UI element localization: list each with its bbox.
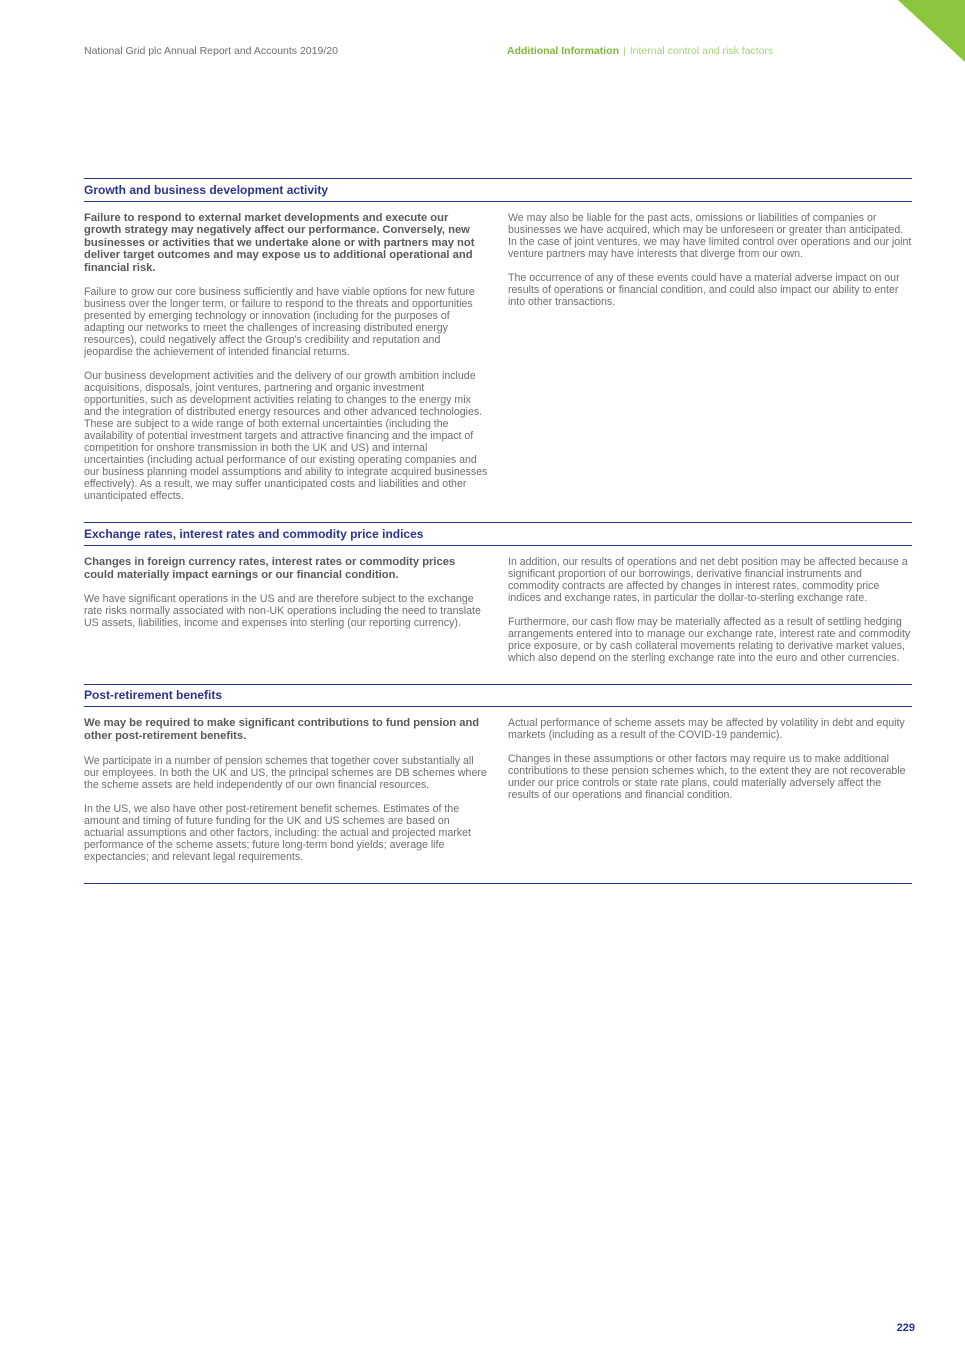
- body-paragraph: Actual performance of scheme assets may be affected by volatility in debt and equity markets (including as a result of the COVID-19 pandemic).: [508, 717, 905, 742]
- body-paragraph: In addition, our results of operations and net debt position may be affected because a significant proportion of our borrowings, derivative financial instruments and commodity contracts are affected by changes in interest rates, commodity price indices and exchange rates, in particular the dollar-to-sterling exchange rate.: [508, 555, 908, 604]
- body-paragraph: Changes in these assumptions or other factors may require us to make additional contributions to these pension schemes which, to the extent they are not recoverable under our price controls or state rate plans, could materially adversely affect the results of our operations and financial condition.: [508, 753, 906, 802]
- body-paragraph: Furthermore, our cash flow may be materially affected as a result of settling hedging arrangements entered into to manage our exchange rate, interest rate and commodity price exposure, or by cash collateral movements relating to derivative market values, which also depend on the sterling exchange rate into the euro and other currencies.: [508, 615, 911, 664]
- lead-paragraph: Failure to respond to external market developments and execute our growth strategy may negatively affect our performance. Conversely, new businesses or activities that we undertake alone or with partners may not deliver target outcomes and may expose us to additional operational and financial risk.: [84, 211, 475, 274]
- section-columns: [84, 546, 912, 684]
- closing-rule: [84, 883, 912, 884]
- section-growth-and-business-development: [84, 178, 912, 522]
- lead-paragraph: Changes in foreign currency rates, interest rates or commodity prices could materially impact earnings or our financial condition.: [84, 555, 456, 581]
- breadcrumb-section: Additional Information: [507, 45, 619, 57]
- body-paragraph: In the US, we also have other post-retirement benefit schemes. Estimates of the amount and timing of future funding for the UK and US schemes are based on actuarial assumptions and other factors, including: the actual and projected market performance of the scheme assets; future long-term bond yields; average life expectancies; and relevant legal requirements.: [84, 802, 471, 863]
- body-paragraph: We have significant operations in the US and are therefore subject to the exchange rate risks normally associated with non-UK operations including the need to translate US assets, liabilities, income and expenses into sterling (our reporting currency).: [84, 593, 481, 630]
- body-paragraph: Failure to grow our core business sufficiently and have viable options for new future business over the longer term, or failure to respond to the threats and opportunities presented by emerging technology or innovation (including for the purposes of adapting our networks to meet the challenges of increasing distributed energy resources), could negatively affect the Group's credibility and reputation and jeopardise the achievement of intended financial returns.: [84, 286, 475, 359]
- body-paragraph: We participate in a number of pension schemes that together cover substantially all our employees. In both the UK and US, the principal schemes are DB schemes where the scheme assets are held independently of our own financial resources.: [84, 754, 487, 791]
- section-columns: [84, 202, 912, 523]
- left-column: [84, 212, 488, 515]
- left-column: [84, 556, 488, 676]
- section-columns: [84, 707, 912, 882]
- page-number: 229: [896, 1322, 915, 1334]
- breadcrumb-separator: |: [623, 45, 626, 57]
- page-header: [84, 45, 912, 57]
- body-paragraph: We may also be liable for the past acts, omissions or liabilities of companies or businesses we have acquired, which may be unforeseen or greater than anticipated. In the case of joint ventures, we may have limited control over operations and our joint venture partners may have interests that diverge from our own.: [508, 211, 912, 260]
- section-exchange-rates: [84, 522, 912, 684]
- right-column: [508, 717, 912, 874]
- body-paragraph: Our business development activities and the delivery of our growth ambition include acquisitions, disposals, joint ventures, partnering and organic investment opportunities, such as development activities relating to changes to the energy mix and the integration of distributed energy resources and other advanced technologies. These are subject to a wide range of both external uncertainties (including the availability of potential investment targets and attractive financing and the impact of competition for onshore transmission in both the UK and US) and internal uncertainties (including actual performance of our existing operating companies and our business planning model assumptions and ability to integrate acquired businesses effectively). As a result, we may suffer unanticipated costs and liabilities and other unanticipated effects.: [84, 370, 488, 503]
- breadcrumb: [507, 45, 773, 57]
- report-title: National Grid plc Annual Report and Accounts 2019/20: [84, 45, 338, 57]
- section-heading: Exchange rates, interest rates and commodity price indices: [84, 522, 912, 546]
- right-column: [508, 212, 912, 515]
- section-post-retirement-benefits: [84, 684, 912, 883]
- section-heading: Growth and business development activity: [84, 178, 912, 202]
- right-column: [508, 556, 912, 676]
- lead-paragraph: We may be required to make significant contributions to fund pension and other post-retirement benefits.: [84, 717, 480, 743]
- body-paragraph: The occurrence of any of these events could have a material adverse impact on our results of operations or financial condition, and could also impact our ability to enter into other transactions.: [508, 271, 900, 308]
- page-content: [84, 178, 912, 884]
- section-heading: Post-retirement benefits: [84, 684, 912, 708]
- left-column: [84, 717, 488, 874]
- breadcrumb-subsection: Internal control and risk factors: [629, 45, 774, 57]
